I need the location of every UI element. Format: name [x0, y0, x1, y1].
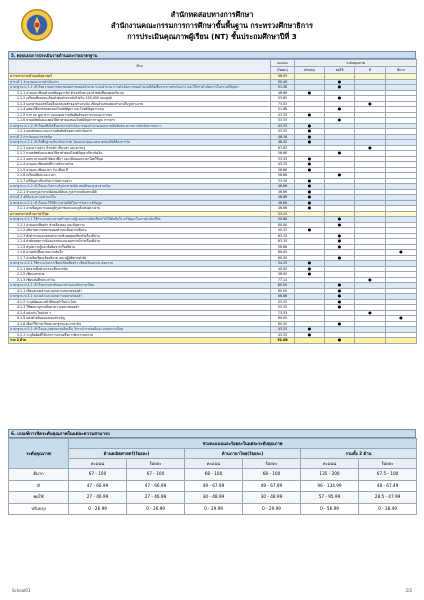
criteria-range-cell: 47 - 66.99 [127, 480, 185, 492]
row-label: 4.1.2 ระบุชนิดและหน้าที่ของคำในประโยค [9, 299, 271, 305]
row-label: มาตรฐาน ท 1.1 ใช้กระบวนการอ่านสร้างความรู้และความคิดเพื่อนำไปใช้ตัดสินใจ แก้ปัญหาในการดำเนินชีวิต [9, 217, 271, 223]
level-mark-dot: ● [295, 200, 325, 206]
level-mark-dot: ● [325, 217, 355, 223]
level-mark-dot: ● [295, 129, 325, 135]
level-mark-dot: ● [295, 90, 325, 96]
level-mark-dot: ● [325, 222, 355, 228]
level-mark-dot: ● [325, 96, 355, 102]
row-label: 2.2.1 จำแนกรูปเรขาคณิตสองมิติและรูปเรขาคณิตสามมิติ [9, 189, 271, 195]
criteria-level-label: พอใช้ [9, 492, 69, 504]
level-mark-dot: ● [295, 189, 325, 195]
row-score: 67.63 [271, 145, 295, 151]
row-score: 46.66 [271, 184, 295, 190]
col-header-item: ด้าน [9, 60, 271, 74]
level-mark-dot: ● [295, 162, 325, 168]
level-mark-dot: ● [295, 123, 325, 129]
col-header-level: ระดับคุณภาพ [295, 60, 417, 67]
level-mark-dot: ● [295, 332, 325, 338]
row-score: 51.66 [271, 107, 295, 113]
criteria-super-header: ช่วงคะแนนและร้อยละในแต่ละระดับคุณภาพ [69, 439, 417, 449]
row-label: 1.1.5 บวก ลบ คูณ หาร และบอกความสัมพันธ์ของการบวกและการลบ [9, 112, 271, 118]
row-score: 33.33 [271, 156, 295, 162]
criteria-col-level: ระดับคุณภาพ [9, 439, 69, 469]
row-score: 33.39 [271, 178, 295, 184]
criteria-group-thai: ด้านภาษาไทย(ร้อยละ) [185, 449, 301, 459]
col-header-score: คะแนน [271, 60, 295, 67]
level-mark-dot: ● [355, 101, 386, 107]
criteria-sub-score: คะแนน [301, 459, 359, 469]
row-label: 1.1.4 ลำดับเหตุการณ์และคาดคะเนเหตุการณ์จากเรื่องที่อ่าน [9, 239, 271, 245]
row-score: 46.66 [271, 90, 295, 96]
row-score: 53.23 [271, 211, 295, 217]
row-label: ความสามารถด้านคณิตศาสตร์ [9, 74, 271, 80]
criteria-row [9, 480, 417, 492]
level-cell [355, 338, 386, 344]
level-mark-dot: ● [355, 310, 386, 316]
row-score: 43.33 [271, 327, 295, 333]
criteria-range-cell: 67 - 100 [127, 469, 185, 481]
level-mark-dot: ● [325, 79, 355, 85]
row-label: มาตรฐาน ค 2.1 เข้าใจพื้นฐานเกี่ยวกับการวัด วัดและคาดคะเนขนาดของสิ่งที่ต้องการวัด [9, 140, 271, 146]
row-label: 1.1.3 บอกค่าของเลขโดดในแต่ละหลักของจำนวนนับ เขียนตัวเลขแสดงจำนวนในรูปกระจาย [9, 101, 271, 107]
row-score: 66.66 [271, 294, 295, 300]
criteria-sub-pct: ร้อยละ [243, 459, 301, 469]
row-score: 48.42 [271, 140, 295, 146]
criteria-table [8, 438, 417, 515]
criteria-range-cell: 30 - 48.99 [185, 492, 243, 504]
criteria-range-cell: 47 - 66.99 [69, 480, 127, 492]
row-label: สาระที่ 3 สถิติและความน่าจะเป็น [9, 195, 271, 201]
row-label: 1.2.1 บอกลักษณะและความสัมพันธ์ของการดำเนินการ [9, 129, 271, 135]
row-score: 46.66 [271, 206, 295, 212]
criteria-row [9, 492, 417, 504]
level-mark-dot: ● [295, 195, 325, 201]
row-label: 2.1.1 คัดลายมือตัวบรรจงเต็มบรรทัด [9, 266, 271, 272]
row-score: 53.33 [271, 299, 295, 305]
col-header-level-good: ดี [355, 67, 386, 74]
col-header-level-fair: พอใช้ [325, 67, 355, 74]
row-score: 43.33 [271, 123, 295, 129]
row-label: ความสามารถด้านภาษาไทย [9, 211, 271, 217]
level-mark-dot: ● [295, 184, 325, 190]
level-mark-dot: ● [325, 85, 355, 91]
row-label: 4.1.3 ใช้พจนานุกรมค้นหาความหมายของคำ [9, 305, 271, 311]
row-label: มาตรฐาน ค 1.1 เข้าใจความหลากหลายของการแสดงจำนวน ระบบจำนวน การดำเนินการของจำนวนที่เกิดขึ้นจากการดำเนินการ และใช้การดำเนินการในการแก้ปัญหา [9, 85, 271, 91]
row-label: 2.1.2 เขียนบรรยาย [9, 272, 271, 278]
criteria-level-label: ดี [9, 480, 69, 492]
row-score: 53.33 [271, 305, 295, 311]
row-score: 48.16 [271, 134, 295, 140]
row-label: 1.1.2 เปรียบเทียบและเรียงลำดับจำนวนนับไม่เกิน 100,000 และศูนย์ [9, 96, 271, 102]
row-score: 50.66 [271, 217, 295, 223]
row-label: มาตรฐาน ท 4.1 สะกดคำและบอกความหมายของคำ [9, 294, 271, 300]
criteria-range-cell: 68 - 100 [185, 469, 243, 481]
row-score: 80.00 [271, 316, 295, 322]
level-mark-dot: ● [295, 134, 325, 140]
row-score: 60.00 [271, 283, 295, 289]
level-mark-dot: ● [325, 118, 355, 124]
level-mark-dot: ● [325, 299, 355, 305]
footer-school-code: School01 [12, 588, 31, 593]
row-label: 2.1.4 อ่านและเขียนบันทึกรายรับรายจ่าย [9, 162, 271, 168]
row-label: มาตรฐาน ท 2.1 ใช้กระบวนการเขียนเขียนสื่อสาร เขียนเรียงความ ย่อความ [9, 261, 271, 267]
row-label: 2.1.2 หาผลลัพธ์และแสดงวิธีหาคำตอบโจทย์ปัญหาเกี่ยวกับเงิน [9, 151, 271, 157]
row-score: 43.33 [271, 332, 295, 338]
row-label: 1.1.1 อ่านและเขียนตัวเลขฮินดูอารบิก ตัวเลขไทย และตัวหนังสือแสดงปริมาณ [9, 90, 271, 96]
criteria-range-cell: 96 - 134.99 [301, 480, 359, 492]
header-assessment: การประเมินคุณภาพผู้เรียน (NT) ชั้นประถมศึกษาปีที่ 3 [127, 32, 297, 41]
row-score: 63.33 [271, 233, 295, 239]
level-mark-dot: ● [325, 283, 355, 289]
row-score: 53.85 [271, 96, 295, 102]
criteria-range-cell: 27 - 46.99 [69, 492, 127, 504]
level-mark-dot: ● [386, 250, 417, 256]
level-mark-dot: ● [325, 173, 355, 179]
row-label: 1.1.3 ตั้งคำถามและตอบคำถามเชิงเหตุผลเกี่ยวกับเรื่องที่อ่าน [9, 233, 271, 239]
level-mark-dot: ● [295, 140, 325, 146]
row-label: มาตรฐาน ค 1.2 เข้าใจผลที่เกิดขึ้นจากการดำเนินการของจำนวนและความสัมพันธ์ระหว่างการดำเนินการต่าง ๆ [9, 123, 271, 129]
criteria-range-cell: 0 - 29.99 [243, 503, 301, 515]
row-score: 60.00 [271, 255, 295, 261]
row-score: 53.33 [271, 118, 295, 124]
level-mark-dot: ● [325, 321, 355, 327]
criteria-range-cell: 0 - 26.99 [69, 503, 127, 515]
row-label: มาตรฐาน ท 5.1 เข้าใจและแสดงความคิดเห็น วิจารณ์วรรณคดีและวรรณกรรมไทย [9, 327, 271, 333]
results-table [8, 59, 417, 344]
criteria-range-cell: 135 - 200 [301, 469, 359, 481]
row-score: 43.33 [271, 112, 295, 118]
row-score: 63.33 [271, 239, 295, 245]
level-mark-dot: ● [295, 228, 325, 234]
criteria-sub-score: คะแนน [185, 459, 243, 469]
criteria-level-label: ดีมาก [9, 469, 69, 481]
level-mark-dot: ● [295, 178, 325, 184]
level-mark-dot: ● [325, 239, 355, 245]
row-label: 2.1.3 เขียนบันทึกประจำวัน [9, 277, 271, 283]
level-mark-dot: ● [325, 338, 355, 344]
row-label: 2.1.1 บอกความยาว น้ำหนัก ปริมาตร และความจุ [9, 145, 271, 151]
row-label: 1.1.4 แสดงวิธีหาคำตอบของโจทย์ปัญหา และโจทย์ปัญหาระคน [9, 107, 271, 113]
row-label: 2.1.6 เปรียบเทียบระยะเวลา [9, 173, 271, 179]
row-score: 36.66 [271, 167, 295, 173]
level-mark-dot: ● [295, 327, 325, 333]
row-label: 2.1.7 แก้ปัญหาเกี่ยวกับการวัดความยาว [9, 178, 271, 184]
row-label: มาตรฐาน ค 2.2 เข้าใจและวิเคราะห์รูปเรขาคณิต สมบัติของรูปเรขาคณิต [9, 184, 271, 190]
level-mark-dot: ● [295, 261, 325, 267]
row-label: มาตรฐาน ค 3.1 เข้าใจและใช้วิธีการทางสถิติในการวิเคราะห์ข้อมูล [9, 200, 271, 206]
row-score: 50.49 [271, 79, 295, 85]
section-6-criteria [8, 429, 416, 515]
row-label: สาระที่ 1 จำนวนและการดำเนินการ [9, 79, 271, 85]
level-mark-dot: ● [325, 151, 355, 157]
row-label: 5.1.1 ระบุข้อคิดที่ได้จากการอ่านหรือการฟังวรรณกรรม [9, 332, 271, 338]
header-office: สำนักทดสอบทางการศึกษา [170, 10, 254, 19]
level-mark-dot: ● [386, 316, 417, 322]
level-mark-dot: ● [295, 156, 325, 162]
row-score: 60.00 [271, 321, 295, 327]
criteria-range-cell: 67.5 - 100 [359, 469, 417, 481]
criteria-range-cell: 67 - 100 [69, 469, 127, 481]
level-cell [295, 338, 325, 344]
criteria-range-cell: 27 - 46.99 [127, 492, 185, 504]
table-row [9, 338, 417, 344]
row-score: 34.33 [271, 261, 295, 267]
row-score: 60.00 [271, 222, 295, 228]
row-score: 80.00 [271, 250, 295, 256]
criteria-range-cell: 28.5 - 47.99 [359, 492, 417, 504]
level-mark-dot: ● [325, 288, 355, 294]
row-score: 43.33 [271, 129, 295, 135]
criteria-sub-pct: ร้อยละ [127, 459, 185, 469]
row-score: 46.66 [271, 189, 295, 195]
criteria-sub-score: คะแนน [69, 459, 127, 469]
level-mark-dot: ● [325, 255, 355, 261]
row-label: 4.1.6 เลือกใช้ภาษาไทยมาตรฐานและภาษาถิ่น [9, 321, 271, 327]
row-label: มาตรฐาน ท 4.1 เข้าใจธรรมชาติของภาษาและหลักภาษาไทย [9, 283, 271, 289]
level-mark-dot: ● [295, 167, 325, 173]
footer-page-number: 2/2 [405, 588, 412, 593]
row-label: 4.1.4 แต่งประโยคง่าย ๆ [9, 310, 271, 316]
col-header-score-sub: (ร้อยละ) [271, 67, 295, 74]
row-label: 2.1.3 บอกเวลาบนหน้าปัดนาฬิกา และเขียนบอกเวลาโดยใช้จุด [9, 156, 271, 162]
row-score: 46.66 [271, 200, 295, 206]
row-score: 73.03 [271, 101, 295, 107]
criteria-range-cell: 30 - 48.99 [243, 492, 301, 504]
criteria-row [9, 469, 417, 481]
row-score: 40.00 [271, 266, 295, 272]
level-mark-dot: ● [295, 272, 325, 278]
header-agency: สำนักงานคณะกรรมการการศึกษาขั้นพื้นฐาน กระทรวงศึกษาธิการ [111, 21, 313, 30]
row-label: 4.1.5 แต่งคำคล้องจองและคำขวัญ [9, 316, 271, 322]
row-score: 43.33 [271, 162, 295, 168]
row-score: 51.56 [271, 85, 295, 91]
criteria-level-label: ปรับปรุง [9, 503, 69, 515]
level-mark-dot: ● [325, 107, 355, 113]
level-cell [386, 338, 417, 344]
criteria-range-cell: 0 - 26.99 [127, 503, 185, 515]
criteria-row [9, 503, 417, 515]
criteria-sub-pct: ร้อยละ [359, 459, 417, 469]
row-score: 46.66 [271, 195, 295, 201]
row-label: 1.1.6 หาผลลัพธ์และแสดงวิธีหาคำตอบของโจทย์ปัญหาการคูณ การหาร [9, 118, 271, 124]
row-score: 73.33 [271, 310, 295, 316]
row-score: 48.93 [271, 74, 295, 80]
row-label: 1.1.7 อ่านข้อเขียนเชิงอธิบาย และปฏิบัติตามคำสั่ง [9, 255, 271, 261]
row-label: 1.1.1 อ่านออกเสียงคำ คำคล้องจอง และข้อความ [9, 222, 271, 228]
row-label: 1.1.5 สรุปความรู้และข้อคิดจากเรื่องที่อ่าน [9, 244, 271, 250]
criteria-range-cell: 49 - 67.99 [185, 480, 243, 492]
section-5-title: 5. ตอบแบบการประเมินรายด้านและรายมาตรฐาน [8, 51, 416, 59]
row-score: 77.14 [271, 277, 295, 283]
row-label: 4.1.1 เขียนสะกดคำและบอกความหมายของคำ [9, 288, 271, 294]
criteria-range-cell: 68 - 100 [243, 469, 301, 481]
level-mark-dot: ● [295, 266, 325, 272]
section-6-title: 6. เกณฑ์การจัดระดับคุณภาพในแต่ละความสามารถ [8, 429, 416, 438]
criteria-range-cell: 0 - 56.99 [301, 503, 359, 515]
level-mark-dot: ● [325, 244, 355, 250]
criteria-group-math: ด้านคณิตศาสตร์(ร้อยละ) [69, 449, 185, 459]
level-mark-dot: ● [325, 305, 355, 311]
col-header-level-excellent: ดีมาก [386, 67, 417, 74]
criteria-group-total: รวมทั้ง 2 ด้าน [301, 449, 417, 459]
section-5-results [8, 51, 416, 344]
row-label: 3.1.1 อ่านข้อมูลจากแผนภูมิรูปภาพและแผนภูมิแท่งอย่างง่าย [9, 206, 271, 212]
level-mark-dot: ● [355, 277, 386, 283]
row-score: 40.33 [271, 228, 295, 234]
level-mark-dot: ● [295, 206, 325, 212]
criteria-range-cell: 0 - 29.99 [185, 503, 243, 515]
criteria-range-cell: 0 - 28.49 [359, 503, 417, 515]
row-label: สาระที่ 2 การวัดและเรขาคณิต [9, 134, 271, 140]
level-mark-dot: ● [325, 294, 355, 300]
row-label: 1.1.2 อธิบายความหมายของคำและข้อความที่อ่าน [9, 228, 271, 234]
criteria-range-cell: 57 - 95.99 [301, 492, 359, 504]
level-mark-dot: ● [325, 233, 355, 239]
row-score: 56.66 [271, 151, 295, 157]
col-header-level-improve: ปรับปรุง [295, 67, 325, 74]
row-score: 56.66 [271, 173, 295, 179]
row-score: 36.00 [271, 272, 295, 278]
row-label: 1.1.6 อ่านหนังสือตามความสนใจ [9, 250, 271, 256]
level-mark-dot: ● [355, 145, 386, 151]
row-score: 56.66 [271, 244, 295, 250]
criteria-range-cell: 48 - 67.49 [359, 480, 417, 492]
row-score: 51.08 [271, 338, 295, 344]
level-mark-dot: ● [295, 112, 325, 118]
row-label: รวม 2 ด้าน [9, 338, 271, 344]
criteria-range-cell: 49 - 67.99 [243, 480, 301, 492]
row-score: 60.00 [271, 288, 295, 294]
row-label: 2.1.5 อ่านและเขียนเวลา วัน เดือน ปี [9, 167, 271, 173]
